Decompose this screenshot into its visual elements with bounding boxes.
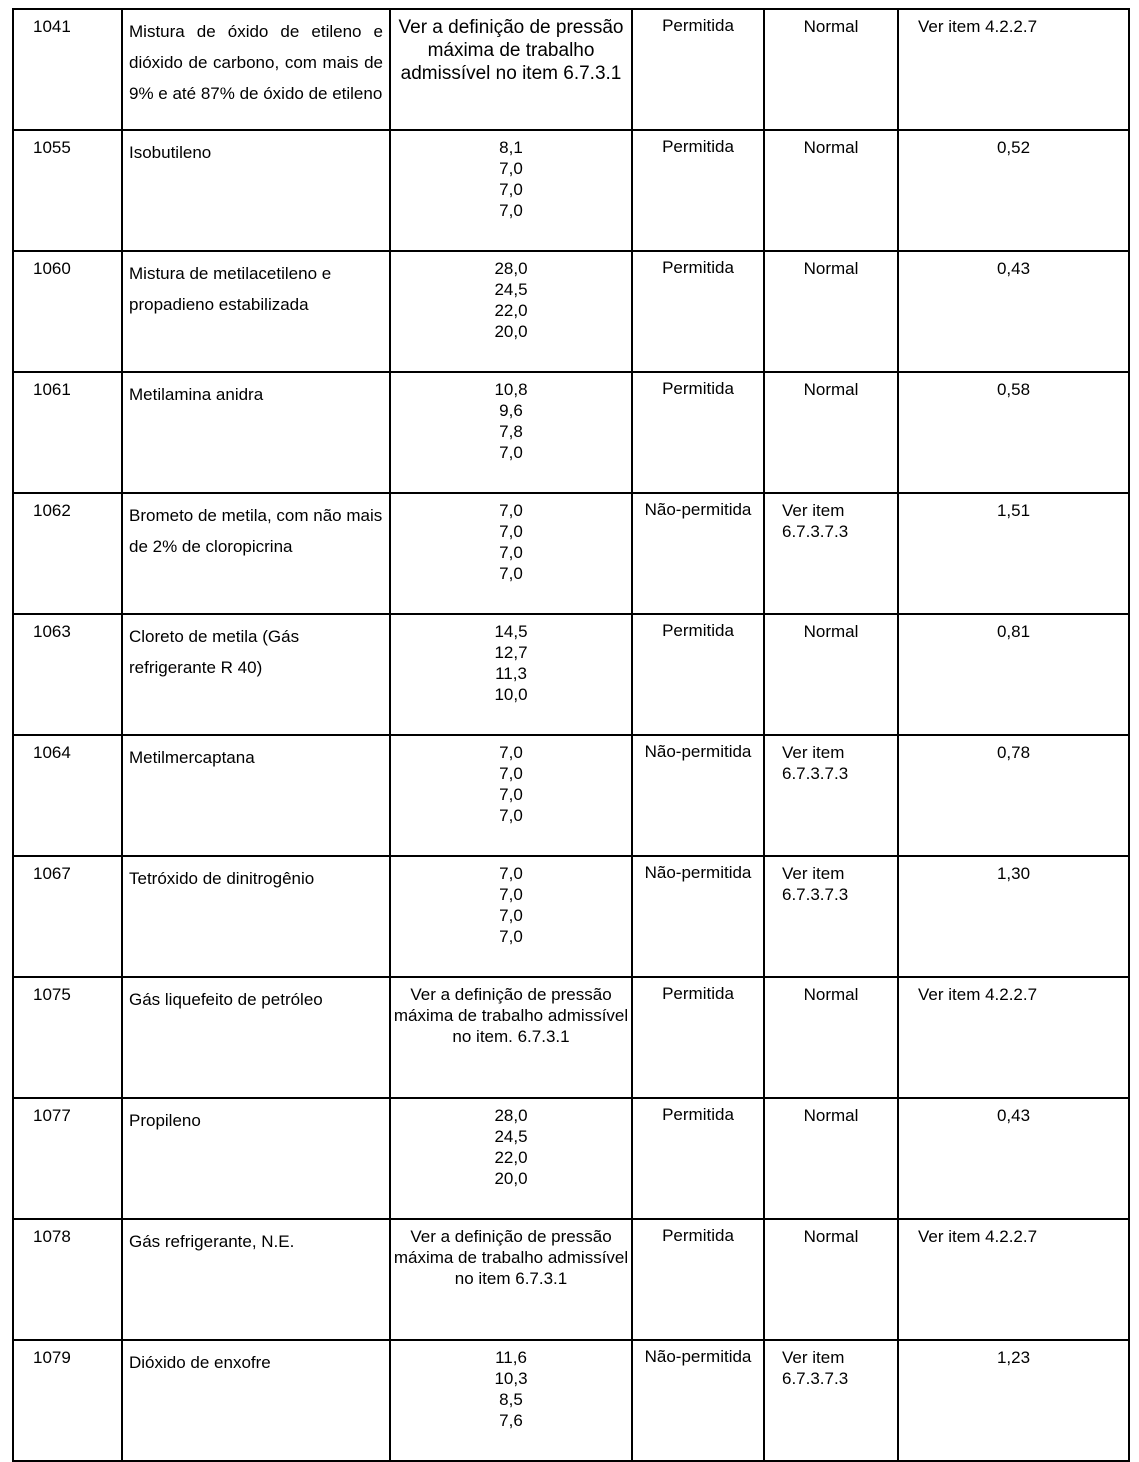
bottom-openings-cell: Permitida bbox=[632, 614, 764, 735]
pressure-value: 28,0 bbox=[494, 259, 528, 278]
substance-name-cell: Mistura de metilacetileno e propadieno estabilizada bbox=[122, 251, 390, 372]
pressure-value: 7,0 bbox=[499, 785, 523, 804]
pressure-value: 10,8 bbox=[494, 380, 528, 399]
un-number-cell: 1041 bbox=[13, 9, 122, 130]
pressure-value: 7,0 bbox=[499, 864, 523, 883]
pressure-value: 7,0 bbox=[499, 906, 523, 925]
bottom-openings-cell: Não-permitida bbox=[632, 735, 764, 856]
un-number-cell: 1055 bbox=[13, 130, 122, 251]
pressure-relief-cell: Normal bbox=[764, 130, 898, 251]
filling-ratio-cell: Ver item 4.2.2.7 bbox=[898, 9, 1129, 130]
filling-ratio-cell: 1,51 bbox=[898, 493, 1129, 614]
pressure-relief-cell: Normal bbox=[764, 614, 898, 735]
pressure-value: 8,5 bbox=[499, 1390, 523, 1409]
substance-name-cell: Tetróxido de dinitrogênio bbox=[122, 856, 390, 977]
pressure-value: 7,0 bbox=[499, 885, 523, 904]
un-number-cell: 1062 bbox=[13, 493, 122, 614]
pressure-cell bbox=[390, 856, 632, 977]
pressure-relief-cell: Normal bbox=[764, 372, 898, 493]
table-row bbox=[13, 493, 1129, 614]
substance-name-cell: Cloreto de metila (Gás refrigerante R 40) bbox=[122, 614, 390, 735]
filling-ratio-cell: 0,81 bbox=[898, 614, 1129, 735]
pressure-value: 8,1 bbox=[499, 138, 523, 157]
substance-name-cell: Isobutileno bbox=[122, 130, 390, 251]
pressure-cell bbox=[390, 977, 632, 1098]
table-row bbox=[13, 614, 1129, 735]
pressure-value: 7,6 bbox=[499, 1411, 523, 1430]
substance-name-cell: Brometo de metila, com não mais de 2% de cloropicrina bbox=[122, 493, 390, 614]
pressure-cell bbox=[390, 1340, 632, 1461]
pressure-value: 7,0 bbox=[499, 180, 523, 199]
pressure-value: 7,0 bbox=[499, 201, 523, 220]
pressure-value: Ver a definição de pressão máxima de trabalho admissível no item 6.7.3.1 bbox=[398, 17, 624, 84]
pressure-value: 7,0 bbox=[499, 743, 523, 762]
pressure-cell bbox=[390, 1219, 632, 1340]
pressure-value: 11,6 bbox=[495, 1348, 527, 1367]
substance-name-cell: Metilmercaptana bbox=[122, 735, 390, 856]
bottom-openings-cell: Permitida bbox=[632, 372, 764, 493]
bottom-openings-cell: Não-permitida bbox=[632, 1340, 764, 1461]
pressure-cell bbox=[390, 9, 632, 130]
pressure-value: 7,0 bbox=[499, 501, 523, 520]
un-number-cell: 1063 bbox=[13, 614, 122, 735]
pressure-relief-cell: Ver item 6.7.3.7.3 bbox=[764, 493, 898, 614]
pressure-value: 10,3 bbox=[494, 1369, 528, 1388]
table-body bbox=[13, 9, 1129, 1461]
filling-ratio-cell: 0,58 bbox=[898, 372, 1129, 493]
pressure-relief-cell: Normal bbox=[764, 1098, 898, 1219]
pressure-cell bbox=[390, 251, 632, 372]
pressure-relief-cell: Ver item 6.7.3.7.3 bbox=[764, 856, 898, 977]
table-row bbox=[13, 1219, 1129, 1340]
substance-name-cell: Mistura de óxido de etileno e dióxido de carbono, com mais de 9% e até 87% de óxido de etileno bbox=[122, 9, 390, 130]
pressure-value: 7,0 bbox=[499, 159, 523, 178]
substance-name-cell: Metilamina anidra bbox=[122, 372, 390, 493]
pressure-cell bbox=[390, 614, 632, 735]
un-number-cell: 1075 bbox=[13, 977, 122, 1098]
un-number-cell: 1077 bbox=[13, 1098, 122, 1219]
bottom-openings-cell: Permitida bbox=[632, 1098, 764, 1219]
pressure-value: Ver a definição de pressão máxima de trabalho admissível no item 6.7.3.1 bbox=[393, 1227, 629, 1288]
filling-ratio-cell: Ver item 4.2.2.7 bbox=[898, 1219, 1129, 1340]
table-row bbox=[13, 735, 1129, 856]
pressure-relief-cell: Ver item 6.7.3.7.3 bbox=[764, 1340, 898, 1461]
un-number-cell: 1067 bbox=[13, 856, 122, 977]
table-row bbox=[13, 372, 1129, 493]
bottom-openings-cell: Não-permitida bbox=[632, 493, 764, 614]
filling-ratio-cell: 0,52 bbox=[898, 130, 1129, 251]
un-number-cell: 1061 bbox=[13, 372, 122, 493]
bottom-openings-cell: Permitida bbox=[632, 130, 764, 251]
bottom-openings-cell: Permitida bbox=[632, 977, 764, 1098]
pressure-value: 22,0 bbox=[494, 301, 528, 320]
bottom-openings-cell: Permitida bbox=[632, 1219, 764, 1340]
pressure-relief-cell: Normal bbox=[764, 251, 898, 372]
pressure-value: 7,0 bbox=[499, 564, 523, 583]
substance-name-cell: Dióxido de enxofre bbox=[122, 1340, 390, 1461]
bottom-openings-cell: Não-permitida bbox=[632, 856, 764, 977]
substance-name-cell: Propileno bbox=[122, 1098, 390, 1219]
filling-ratio-cell: 0,43 bbox=[898, 251, 1129, 372]
pressure-cell bbox=[390, 735, 632, 856]
pressure-value: 7,0 bbox=[499, 522, 523, 541]
pressure-value: 7,0 bbox=[499, 764, 523, 783]
filling-ratio-cell: Ver item 4.2.2.7 bbox=[898, 977, 1129, 1098]
pressure-value: 14,5 bbox=[494, 622, 528, 641]
pressure-value: 9,6 bbox=[499, 401, 523, 420]
bottom-openings-cell: Permitida bbox=[632, 9, 764, 130]
pressure-value: 20,0 bbox=[494, 322, 528, 341]
table-row bbox=[13, 251, 1129, 372]
pressure-value: 7,0 bbox=[499, 443, 523, 462]
un-number-cell: 1060 bbox=[13, 251, 122, 372]
pressure-value: 10,0 bbox=[494, 685, 528, 704]
pressure-value: 11,3 bbox=[495, 664, 527, 683]
un-number-cell: 1064 bbox=[13, 735, 122, 856]
table-row bbox=[13, 1340, 1129, 1461]
pressure-relief-cell: Normal bbox=[764, 9, 898, 130]
pressure-value: 22,0 bbox=[494, 1148, 528, 1167]
table-row bbox=[13, 130, 1129, 251]
pressure-value: 7,0 bbox=[499, 543, 523, 562]
table-row bbox=[13, 856, 1129, 977]
filling-ratio-cell: 0,43 bbox=[898, 1098, 1129, 1219]
pressure-value: 20,0 bbox=[494, 1169, 528, 1188]
substance-name-cell: Gás refrigerante, N.E. bbox=[122, 1219, 390, 1340]
pressure-value: 7,8 bbox=[499, 422, 523, 441]
table-row bbox=[13, 9, 1129, 130]
pressure-value: Ver a definição de pressão máxima de trabalho admissível no item. 6.7.3.1 bbox=[393, 985, 629, 1046]
gas-table bbox=[12, 8, 1130, 1462]
table-row bbox=[13, 977, 1129, 1098]
bottom-openings-cell: Permitida bbox=[632, 251, 764, 372]
pressure-value: 7,0 bbox=[499, 806, 523, 825]
pressure-cell bbox=[390, 372, 632, 493]
pressure-cell bbox=[390, 493, 632, 614]
table-row bbox=[13, 1098, 1129, 1219]
pressure-value: 28,0 bbox=[494, 1106, 528, 1125]
substance-name-cell: Gás liquefeito de petróleo bbox=[122, 977, 390, 1098]
pressure-value: 24,5 bbox=[494, 280, 528, 299]
pressure-value: 24,5 bbox=[494, 1127, 528, 1146]
filling-ratio-cell: 0,78 bbox=[898, 735, 1129, 856]
pressure-cell bbox=[390, 1098, 632, 1219]
pressure-value: 7,0 bbox=[499, 927, 523, 946]
filling-ratio-cell: 1,30 bbox=[898, 856, 1129, 977]
pressure-relief-cell: Normal bbox=[764, 977, 898, 1098]
pressure-relief-cell: Normal bbox=[764, 1219, 898, 1340]
un-number-cell: 1078 bbox=[13, 1219, 122, 1340]
un-number-cell: 1079 bbox=[13, 1340, 122, 1461]
pressure-relief-cell: Ver item 6.7.3.7.3 bbox=[764, 735, 898, 856]
pressure-value: 12,7 bbox=[494, 643, 528, 662]
filling-ratio-cell: 1,23 bbox=[898, 1340, 1129, 1461]
pressure-cell bbox=[390, 130, 632, 251]
